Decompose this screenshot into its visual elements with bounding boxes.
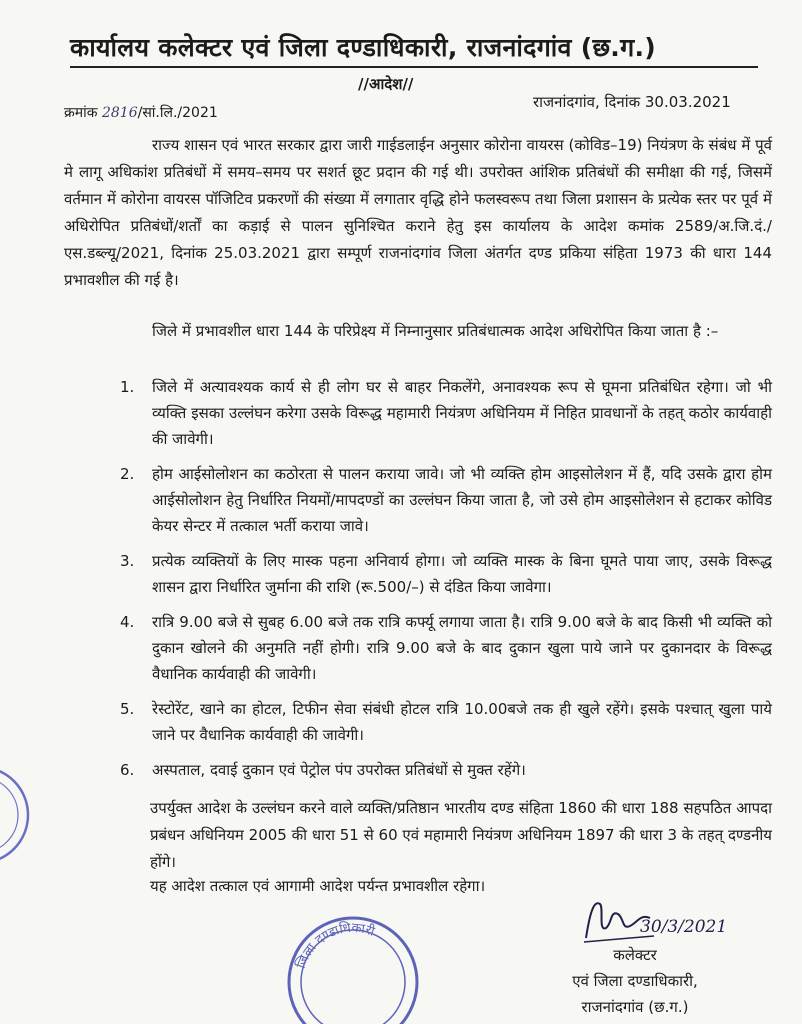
penalty-paragraph: उपर्युक्त आदेश के उल्लंघन करने वाले व्यक्ति/प्रतिष्ठान भारतीय दण्ड संहिता 1860 की धारा 188 सहपठित आपदा प्रबंधन अधिनियम 2005 की धारा 51 से 60 एवं महामारी नियंत्रण अधिनियम 1897 की धारा 3 के तहत् दण्डनीय होंगे। xyxy=(150,799,772,871)
list-item-text: रात्रि 9.00 बजे से सुबह 6.00 बजे तक रात्रि कर्फ्यू लगाया जाता है। रात्रि 9.00 बजे के बाद किसी भी व्यक्ति को दुकान खोलने की अनुमति नहीं होगी। रात्रि 9.00 बजे के बाद दुकान खुला पाये जाने पर दुकानदार के विरूद्ध वैधानिक कार्यवाही की जावेगी। xyxy=(152,613,772,683)
edge-stamp-fragment xyxy=(0,760,34,870)
order-title: //आदेश// xyxy=(358,75,414,93)
list-item xyxy=(120,696,772,748)
list-item-text: रेस्टोरेंट, खाने का होटल, टिफीन सेवा संबंधी होटल रात्रि 10.00बजे तक ही खुले रहेंगे। इसके पश्चात् खुला पाये जाने पर वैधानिक कार्यवाही की जावेगी। xyxy=(152,700,772,744)
title-underline xyxy=(70,66,758,68)
list-item xyxy=(120,609,772,687)
list-item-number: 1. xyxy=(120,378,135,396)
signature-date: 30/3/2021 xyxy=(640,917,728,937)
intro-paragraph: राज्य शासन एवं भारत सरकार द्वारा जारी गाईडलाईन अनुसार कोरोना वायरस (कोविड–19) नियंत्रण के संबंध में पूर्व मे लागू अधिकांश प्रतिबंधों में समय–समय पर सशर्त छूट प्रदान की गई थी। उपरोक्त आंशिक प्रतिबंधों की समीक्षा की गई, जिसमें वर्तमान में कोरोना वायरस पॉजिटिव प्रकरणों की संख्या में लगातार वृद्धि होने फलस्वरूप तथा जिला प्रशासन के प्रत्येक स्तर पर पूर्व में अधिरोपित प्रतिबंधों/शर्तों का कड़ाई से पालन सुनिश्चित कराने हेतु इस कार्यालय के आदेश कमांक 2589/अ.जि.दं./एस.डब्ल्यू/2021, दिनांक 25.03.2021 द्वारा सम्पूर्ण राजनांदगांव जिला अंतर्गत दण्ड प्रकिया संहिता 1973 की धारा 144 प्रभावशील की गई है। xyxy=(64,136,772,289)
list-item-text: प्रत्येक व्यक्तियों के लिए मास्क पहना अनिवार्य होगा। जो व्यक्ति मास्क के बिना घूमते पाया जाए, उसके विरूद्ध शासन द्वारा निर्धारित जुर्माना की राशि (रू.500/–) से दंडित किया जावेगा। xyxy=(152,552,772,596)
svg-text:जिला दण्डाधिकारी xyxy=(293,920,377,971)
list-item-number: 4. xyxy=(120,613,135,631)
list-item-text: होम आईसोलोशन का कठोरता से पालन कराया जावे। जो भी व्यक्ति होम आइसोलेशन में हैं, यदि उसके द्वारा होम आईसोलोशन हेतु निर्धारित नियमों/मापदण्डों का उल्लंघन किया जाता है, जो उसे होम आइसोलेशन से हटाकर कोविड केयर सेन्टर में तत्काल भर्ती कराया जावे। xyxy=(152,465,772,535)
seal-text: जिला दण्डाधिकारी xyxy=(293,920,377,971)
order-number-prefix: क्रमांक xyxy=(64,105,98,121)
order-number xyxy=(64,103,218,122)
list-item xyxy=(120,757,772,783)
signatory-place: राजनांदगांव (छ.ग.) xyxy=(581,998,689,1016)
office-title: कार्यालय कलेक्टर एवं जिला दण्डाधिकारी, राजनांदगांव (छ.ग.) xyxy=(70,33,656,62)
directive-paragraph: जिले में प्रभावशील धारा 144 के परिप्रेक्ष्य में निम्नानुसार प्रतिबंधात्मक आदेश अधिरोपित किया जाता है :– xyxy=(152,322,719,340)
list-item-number: 2. xyxy=(120,465,135,483)
list-item xyxy=(120,374,772,452)
effective-paragraph: यह आदेश तत्काल एवं आगामी आदेश पर्यन्त प्रभावशील रहेगा। xyxy=(150,877,486,895)
list-item-number: 5. xyxy=(120,700,135,718)
list-item-number: 6. xyxy=(120,761,135,779)
office-seal xyxy=(283,910,423,1024)
order-number-suffix: /सां.लि./2021 xyxy=(137,105,218,121)
signatory-designation: एवं जिला दण्डाधिकारी, xyxy=(572,972,698,990)
directive-list xyxy=(120,374,772,792)
list-item-text: जिले में अत्यावश्यक कार्य से ही लोग घर से बाहर निकलेंगे, अनावश्यक रूप से घूमना प्रतिबंधित रहेगा। जो भी व्यक्ति इसका उल्लंघन करेगा उसके विरूद्ध महामारी नियंत्रण अधिनियम में निहित प्रावधानों के तहत् कठोर कार्यवाही की जावेगी। xyxy=(152,378,772,448)
list-item xyxy=(120,548,772,600)
list-item xyxy=(120,461,772,539)
list-item-text: अस्पताल, दवाई दुकान एवं पेट्रोल पंप उपरोक्त प्रतिबंधों से मुक्त रहेंगे। xyxy=(152,761,526,779)
signature-scrawl xyxy=(580,892,740,948)
signatory-block xyxy=(520,942,750,1020)
signatory-title: कलेक्टर xyxy=(613,946,657,964)
handwritten-order-number: 2816 xyxy=(101,105,138,121)
place-and-date: राजनांदगांव, दिनांक 30.03.2021 xyxy=(533,93,731,111)
list-item-number: 3. xyxy=(120,552,135,570)
